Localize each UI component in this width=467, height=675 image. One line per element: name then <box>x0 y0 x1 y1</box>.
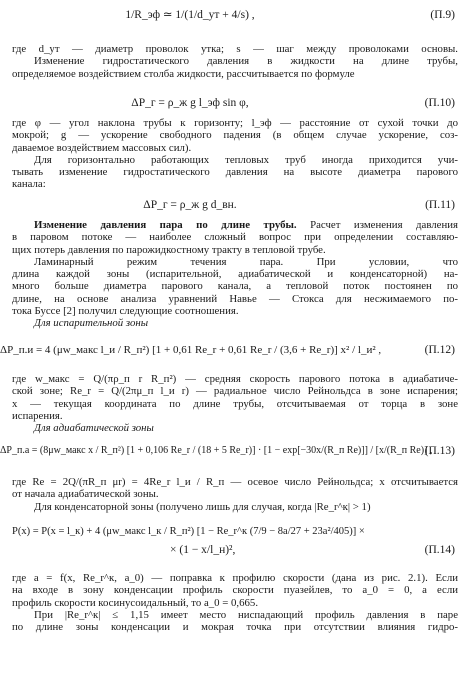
equation-p13-number: (П.13) <box>424 445 455 457</box>
equation-p11 <box>0 194 467 216</box>
equation-p14-line2: × (1 − x/l_н)², <box>170 544 236 556</box>
equation-p9 <box>0 4 467 40</box>
equation-p12 <box>0 333 467 369</box>
paragraph-2: где φ — угол наклона трубы к горизонту; l_эф — расстояние от сухой точки до мокрой; g — ускорение свободного падения (в общем случае ускорение, соз- даваемое воздействием массовых сил). Для горизонтально работающих тепловых труб иногда приходится учи- тывать изменение гидростатического давления на высоте диаметра парового канала: <box>12 117 458 191</box>
paragraph-4: где w_макс = Q/(πρ_п r R_п²) — средняя скорость парового потока в адиабатиче- ской зоне; Re_r = Q/(2πμ_п l_и r) — радиальное число Рейнольдса в зоне испарения; x — текущая координата по длине трубы, отсчитываемая от торца в зоне испарения. Для адиабатической зоны <box>12 373 458 435</box>
equation-p13 <box>0 434 467 470</box>
equation-p14 <box>0 519 467 563</box>
paragraph-1: где d_ут — диаметр проволок утка; s — шаг между проволоками основы. Изменение гидростатического давления в жидкости на длине трубы, определяемое воздействием столба жидкости, рассчитывается по формуле <box>12 43 458 80</box>
equation-p9-number: (П.9) <box>430 9 455 21</box>
paragraph-6: где a = f(x, Re_r^к, a_0) — поправка к профилю скорости (дана из рис. 2.1). Если на входе в зону конденсации профиль скорости пуазейлев, то a_0 = 0, а если профиль скорости косинусоидальный, то a_0 = 0,665. При |Re_r^к| ≤ 1,15 имеет место ниспадающий профиль давления в паре по длине зоны конденсации и мокрая точка при отсутствии влияния гидро- <box>12 572 458 634</box>
equation-p11-formula: ΔP_г = ρ_ж g d_вн. <box>143 199 237 211</box>
equation-p10 <box>0 92 467 114</box>
equation-p10-formula: ΔP_г = ρ_ж g l_эф sin φ, <box>131 97 249 109</box>
equation-p11-number: (П.11) <box>425 199 455 211</box>
paragraph-5: где Re = 2Q/(πR_п μr) = 4Re_r l_и / R_п — осевое число Рейнольдса; x отсчитывается от начала адиабатической зоны. Для конденсаторной зоны (получено лишь для случая, когда |Re_r^к| > 1) <box>12 476 458 513</box>
equation-p10-number: (П.10) <box>424 97 455 109</box>
equation-p13-formula: ΔP_п.а = (8μw_макс x / R_п²) [1 + 0,106 Re_r / (18 + 5 Re_r)] · [1 − exp[−30x/(R_п Re)]] / [x/(R_п Re)] , <box>0 445 433 456</box>
section-heading: Изменение давления пара по длине трубы. <box>34 219 297 231</box>
paragraph-3: Изменение давления пара по длине трубы. Расчет изменения давления в паровом потоке — наиболее сложный вопрос при определении составляю- щих потерь давления по парожидкостному тракту в тепловой трубе. Ламинарный режим течения пара. При условии, что длина каждой зоны (испарительной, адиабатической и конденсаторной) на- много больше диаметра парового канала, а тепловой поток постоянен по длине, на основе анализа уравнений Навье — Стокса для несжимаемого по- тока Буссе [2] получил следующие соотношения. Для испарительной зоны <box>12 219 458 330</box>
equation-p12-formula: ΔP_п.и = 4 (μw_макс l_и / R_п²) [1 + 0,61 Re_r + 0,61 Re_r / (3,6 + Re_r)] x² / l_и² , <box>0 344 382 356</box>
equation-p14-number: (П.14) <box>424 544 455 556</box>
equation-p9-formula: 1/R_эф ≃ 1/(1/d_ут + 4/s) , <box>125 9 255 21</box>
equation-p12-number: (П.12) <box>424 344 455 356</box>
equation-p14-line1: P(x) = P(x = l_к) + 4 (μw_макс l_к / R_п²) [1 − Re_r^к (7/9 − 8a/27 + 23a²/405)] × <box>12 526 365 537</box>
